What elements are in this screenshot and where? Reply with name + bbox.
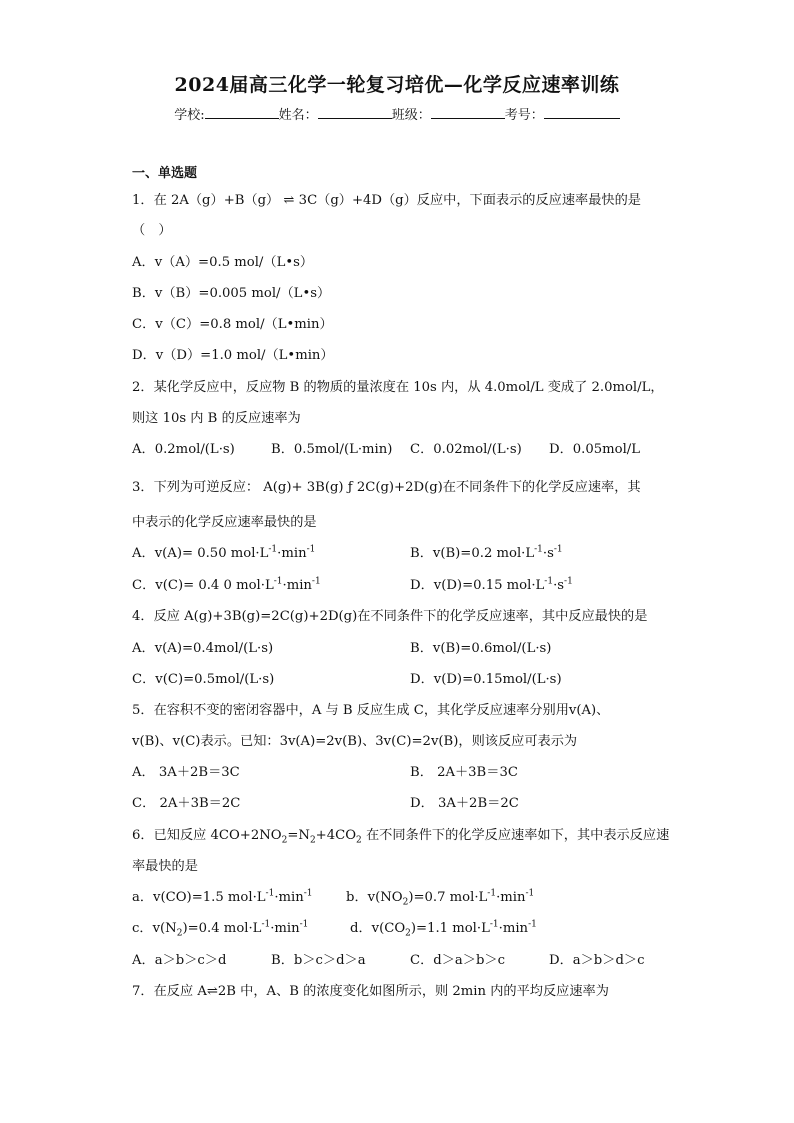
q4-stem: 4．反应 A(g)+3B(g)=2C(g)+2D(g)在不同条件下的化学反应速率，其中反应最快的是 <box>132 609 648 624</box>
q5-stem-line1: 5．在容积不变的密闭容器中，A 与 B 反应生成 C，其化学反应速率分别用v(A)、 <box>132 703 610 718</box>
q1-option-d[interactable]: D．v（D）=1.0 mol/（L•min） <box>132 348 334 363</box>
q6-option-b[interactable]: B．b＞c＞d＞a <box>271 953 366 968</box>
q7-stem: 7．在反应 A⇌2B 中，A、B 的浓度变化如图所示，则 2min 内的平均反应速率为 <box>132 984 609 999</box>
q6-stem-line2: 率最快的是 <box>132 859 198 874</box>
q2-option-c[interactable]: C．0.02mol/(L·s) <box>410 442 522 457</box>
page-title: 2024届高三化学一轮复习培优—化学反应速率训练 <box>174 74 620 96</box>
q5-option-c[interactable]: C． 2A＋3B＝2C <box>132 796 241 811</box>
class-blank[interactable] <box>431 105 505 119</box>
q4-option-d[interactable]: D．v(D)=0.15mol/(L·s) <box>410 672 562 687</box>
student-info-line <box>0 104 794 123</box>
q5-option-b[interactable]: B． 2A＋3B＝3C <box>410 765 518 780</box>
q1-option-a[interactable]: A．v（A）=0.5 mol/（L•s） <box>132 255 314 270</box>
q3-option-b[interactable]: B．v(B)=0.2 $mol\cdot L^{-1}\cdot s^{-1}$ <box>410 544 563 561</box>
q6-stem-line1: 6．已知反应 $4CO+2NO_2=N_2+4CO_2$ 在不同条件下的化学反应速率如下，其中表示反应速 <box>132 828 670 846</box>
q1-stem-line1: 1．在 2A（g）+B（g） ⇌ 3C（g）+4D（g）反应中，下面表示的反应速率最快的是 <box>132 193 641 208</box>
q3-option-a[interactable]: A．v(A)= 0.50 $mol\cdot L^{-1}\cdot\min^{-1}$ <box>132 544 316 561</box>
exam-no-label: 考号： <box>504 108 544 123</box>
school-label: 学校: <box>174 108 205 123</box>
q2-option-d[interactable]: D．0.05mol/L <box>549 442 640 457</box>
q1-option-b[interactable]: B．v（B）=0.005 mol/（L•s） <box>132 286 331 301</box>
class-label: 班级： <box>391 108 431 123</box>
q4-option-b[interactable]: B．v(B)=0.6mol/(L·s) <box>410 641 552 656</box>
name-blank[interactable] <box>318 105 392 119</box>
name-label: 姓名： <box>278 108 318 123</box>
q2-stem-line1: 2．某化学反应中，反应物 B 的物质的量浓度在 10s 内，从 4.0mol/L 变成了 2.0mol/L， <box>132 380 664 395</box>
q6-option-d[interactable]: D．a＞b＞d＞c <box>549 953 645 968</box>
q1-option-c[interactable]: C．v（C）=0.8 mol/（L•min） <box>132 317 333 332</box>
q6-option-c[interactable]: C．d＞a＞b＞c <box>410 953 505 968</box>
q6-item-c: c．$v(N_2)=0.4$ $mol\cdot L^{-1}\cdot\min^{-1}$ <box>132 919 309 939</box>
q2-option-a[interactable]: A．0.2mol/(L·s) <box>132 442 235 457</box>
q3-option-d[interactable]: D．v(D)=0.15 $mol\cdot L^{-1}\cdot s^{-1}$ <box>410 576 573 593</box>
school-blank[interactable] <box>205 105 279 119</box>
q1-stem-line2: （ ） <box>132 223 172 238</box>
q3-stem-line1: 3．下列为可逆反应： A(g)+ 3B(g) ƒ 2C(g)+2D(g)在不同条件下的化学反应速率，其 <box>132 480 641 495</box>
q5-option-a[interactable]: A． 3A＋2B＝3C <box>132 765 240 780</box>
q5-option-d[interactable]: D． 3A＋2B＝2C <box>410 796 519 811</box>
q4-option-a[interactable]: A．v(A)=0.4mol/(L·s) <box>132 641 274 656</box>
q5-stem-line2: v(B)、v(C)表示。已知：3v(A)=2v(B)、3v(C)=2v(B)，则该反应可表示为 <box>132 734 578 749</box>
q6-item-d: d．$v(CO_2)=1.1$ $mol\cdot L^{-1}\cdot\min^{-1}$ <box>350 919 537 939</box>
q6-item-b: b．$v(NO_2)=0.7$ $mol\cdot L^{-1}\cdot\min^{-1}$ <box>346 888 535 908</box>
exam-no-blank[interactable] <box>544 105 620 119</box>
q6-item-a: a．v(CO)=1.5 $mol\cdot L^{-1}\cdot\min^{-1}$ <box>132 888 313 905</box>
q3-stem-line2: 中表示的化学反应速率最快的是 <box>132 515 317 530</box>
q6-option-a[interactable]: A．a＞b＞c＞d <box>132 953 227 968</box>
section-heading: 一、单选题 <box>132 166 198 181</box>
q2-option-b[interactable]: B．0.5mol/(L·min) <box>271 442 393 457</box>
q3-option-c[interactable]: C．v(C)= 0.4 0 $mol\cdot L^{-1}\cdot\min^{-1}$ <box>132 576 321 593</box>
q2-stem-line2: 则这 10s 内 B 的反应速率为 <box>132 411 301 426</box>
q4-option-c[interactable]: C．v(C)=0.5mol/(L·s) <box>132 672 275 687</box>
